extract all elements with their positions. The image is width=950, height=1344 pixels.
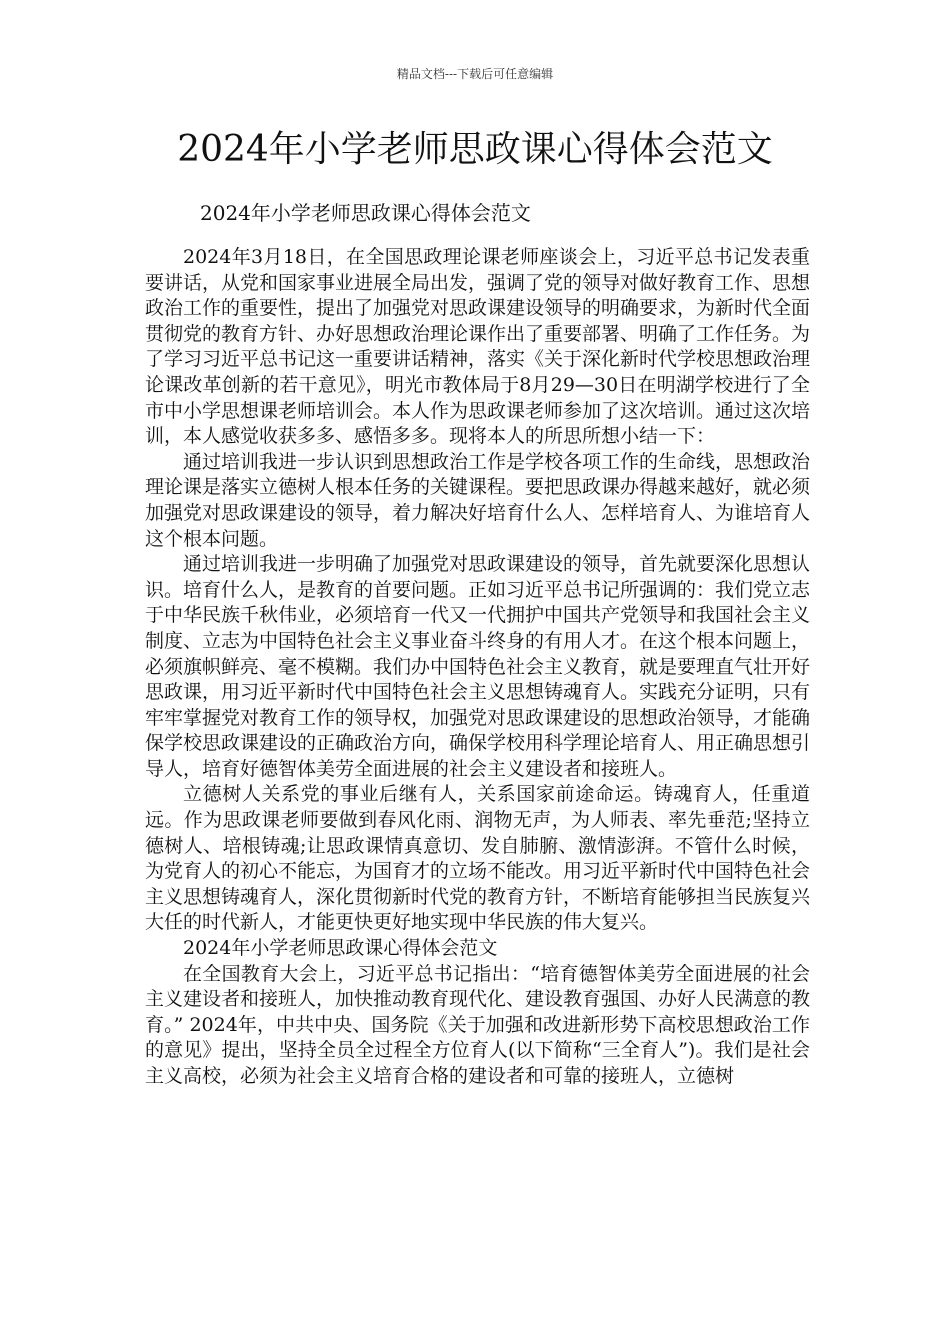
document-title: 2024年小学老师思政课心得体会范文 [177, 129, 773, 170]
paragraph-intro: 2024年3月18日，在全国思政理论课老师座谈会上，习近平总书记发表重要讲话，从党和国家事业进展全局出发，强调了党的领导对做好教育工作、思想政治工作的重要性，提出了加强党对思政课建设领导的明确要求，为新时代全面贯彻党的教育方针、办好思想政治理论课作出了重要部署、明确了工作任务。为了学习习近平总书记这一重要讲话精神，落实《关于深化新时代学校思想政治理论课改革创新的若干意见》，明光市教体局于8月29—30日在明湖学校进行了全市中小学思想课老师培训会。本人作为思政课老师参加了这次培训。通过这次培训，本人感觉收获多多、感悟多多。现将本人的所思所想小结一下： [145, 246, 811, 448]
document-subtitle: 2024年小学老师思政课心得体会范文 [200, 201, 531, 225]
paragraph-education-conference: 在全国教育大会上，习近平总书记指出：“培育德智体美劳全面进展的社会主义建设者和接班人，加快推动教育现代化、建设教育强国、办好人民满意的教育。” 2024年，中共中央、国务院《关于加强和改进新形势下高校思想政治工作的意见》提出，坚持全员全过程全方位育人(以下简称“三全育人”)。我们是社会主义高校，必须为社会主义培育合格的建设者和可靠的接班人，立德树 [145, 962, 811, 1087]
paragraph-lifeline: 通过培训我进一步认识到思想政治工作是学校各项工作的生命线，思想政治理论课是落实立德树人根本任务的关键课程。要把思政课办得越来越好，就必须加强党对思政课建设的领导，着力解决好培育什么人、怎样培育人、为谁培育人这个根本问题。 [145, 450, 811, 550]
page-header-note: 精品文档---下载后可任意编辑 [396, 67, 554, 81]
paragraph-moral-education: 立德树人关系党的事业后继有人，关系国家前途命运。铸魂育人，任重道远。作为思政课老师要做到春风化雨、润物无声，为人师表、率先垂范;坚持立德树人、培根铸魂;让思政课情真意切、发自肺腑、激情澎湃。不管什么时候，为党育人的初心不能忘，为国育才的立场不能改。用习近平新时代中国特色社会主义思想铸魂育人，深化贯彻新时代党的教育方针，不断培育能够担当民族复兴大任的时代新人，才能更快更好地实现中华民族的伟大复兴。 [145, 783, 811, 934]
paragraph-leadership: 通过培训我进一步明确了加强党对思政课建设的领导，首先就要深化思想认识。培育什么人，是教育的首要问题。正如习近平总书记所强调的：我们党立志于中华民族千秋伟业，必须培育一代又一代拥护中国共产党领导和我国社会主义制度、立志为中国特色社会主义事业奋斗终身的有用人才。在这个根本问题上，必须旗帜鲜亮、毫不模糊。我们办中国特色社会主义教育，就是要理直气壮开好思政课，用习近平新时代中国特色社会主义思想铸魂育人。实践充分证明，只有牢牢掌握党对教育工作的领导权，加强党对思政课建设的思想政治领导，才能确保学校思政课建设的正确政治方向，确保学校用科学理论培育人、用正确思想引导人，培育好德智体美劳全面进展的社会主义建设者和接班人。 [145, 553, 811, 780]
paragraph-section-heading: 2024年小学老师思政课心得体会范文 [183, 937, 498, 960]
document-body [145, 245, 810, 1090]
